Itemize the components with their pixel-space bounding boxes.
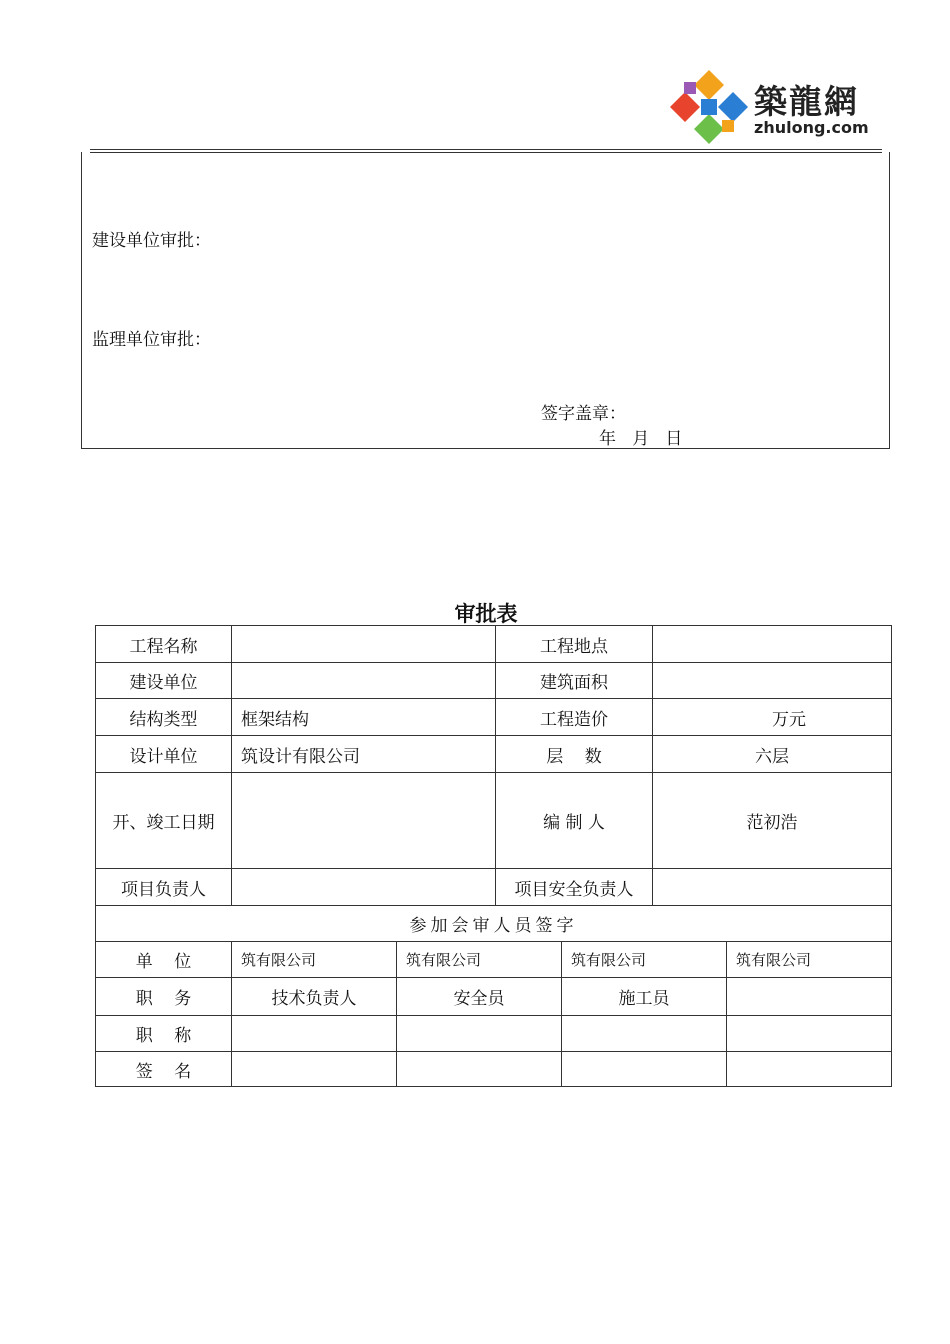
table-row <box>96 663 892 699</box>
logo-mark-icon <box>668 68 750 146</box>
project-location-label: 工程地点 <box>496 626 653 663</box>
floors-value: 六层 <box>653 736 892 773</box>
table-row <box>96 1016 892 1052</box>
builder-value <box>232 663 496 699</box>
design-unit-value: 筑设计有限公司 <box>232 736 496 773</box>
cost-value: 万元 <box>653 699 892 736</box>
header-divider <box>90 149 882 150</box>
table-row <box>96 699 892 736</box>
dates-value <box>232 773 496 869</box>
table-row <box>96 1052 892 1087</box>
design-unit-label: 设计单位 <box>96 736 232 773</box>
table-row <box>96 906 892 942</box>
supervision-unit-approval-label: 监理单位审批： <box>92 330 211 350</box>
review-cell: 筑有限公司 <box>562 942 727 978</box>
author-label: 编 制 人 <box>496 773 653 869</box>
review-cell: 施工员 <box>562 978 727 1016</box>
review-header: 参加会审人员签字 <box>96 906 892 942</box>
review-cell: 技术负责人 <box>232 978 397 1016</box>
project-manager-label: 项目负责人 <box>96 869 232 906</box>
cost-label: 工程造价 <box>496 699 653 736</box>
table-row <box>96 736 892 773</box>
review-cell <box>727 1016 892 1052</box>
review-row-label: 单 位 <box>96 942 232 978</box>
dates-label: 开、竣工日期 <box>96 773 232 869</box>
review-cell <box>727 978 892 1016</box>
review-row-label: 职 务 <box>96 978 232 1016</box>
project-manager-value <box>232 869 496 906</box>
review-cell <box>397 1016 562 1052</box>
structure-type-label: 结构类型 <box>96 699 232 736</box>
project-name-label: 工程名称 <box>96 626 232 663</box>
date-label: 年 月 日 <box>599 429 683 449</box>
safety-manager-label: 项目安全负责人 <box>496 869 653 906</box>
review-cell <box>232 1016 397 1052</box>
project-location-value <box>653 626 892 663</box>
author-value: 范初浩 <box>653 773 892 869</box>
table-row <box>96 869 892 906</box>
table-row <box>96 773 892 869</box>
floors-label: 层 数 <box>496 736 653 773</box>
logo-english-text: zhulong.com <box>754 118 869 137</box>
logo-chinese-text: 築龍網 <box>754 82 859 121</box>
structure-type-value: 框架结构 <box>232 699 496 736</box>
signature-seal-label: 签字盖章： <box>541 404 626 424</box>
area-value <box>653 663 892 699</box>
review-cell: 筑有限公司 <box>397 942 562 978</box>
review-cell <box>562 1016 727 1052</box>
construction-unit-approval-label: 建设单位审批： <box>92 231 211 251</box>
project-name-value <box>232 626 496 663</box>
table-row <box>96 626 892 663</box>
review-cell <box>232 1052 397 1087</box>
approval-box <box>81 152 890 449</box>
form-title: 审批表 <box>454 602 518 626</box>
area-label: 建筑面积 <box>496 663 653 699</box>
review-cell: 筑有限公司 <box>727 942 892 978</box>
approval-form-table <box>95 625 892 1087</box>
zhulong-logo <box>668 68 886 146</box>
review-row-label: 签 名 <box>96 1052 232 1087</box>
review-cell <box>397 1052 562 1087</box>
builder-label: 建设单位 <box>96 663 232 699</box>
review-row-label: 职 称 <box>96 1016 232 1052</box>
review-cell: 筑有限公司 <box>232 942 397 978</box>
table-row <box>96 942 892 978</box>
safety-manager-value <box>653 869 892 906</box>
review-cell: 安全员 <box>397 978 562 1016</box>
review-cell <box>727 1052 892 1087</box>
review-cell <box>562 1052 727 1087</box>
table-row <box>96 978 892 1016</box>
